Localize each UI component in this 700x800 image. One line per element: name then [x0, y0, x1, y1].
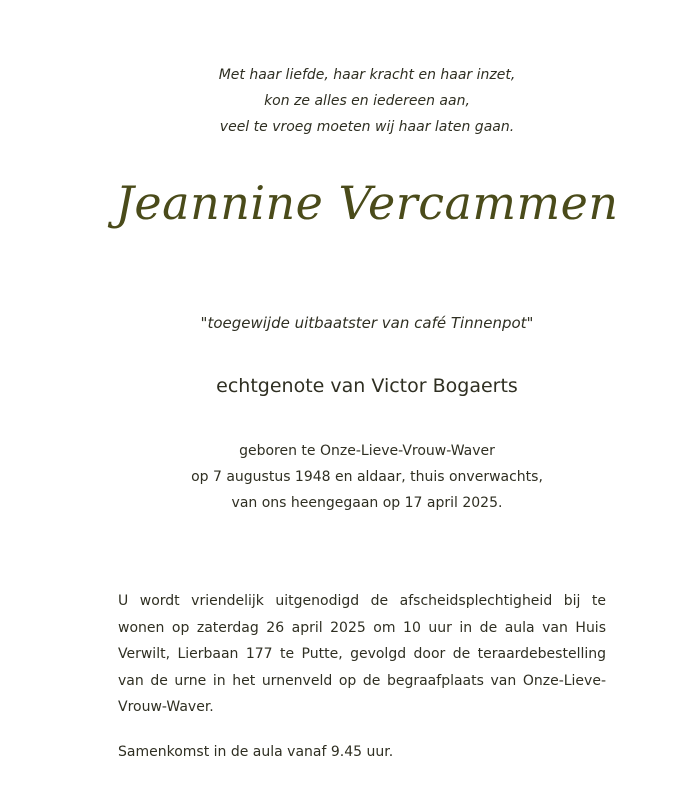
ceremony-invitation: U wordt vriendelijk uitgenodigd de afscheidsplechtigheid bij te wonen op zaterdag 26 april 2025 om 10 uur in de aula van Huis Verwilt, Lierbaan 177 te Putte, gevolgd door de teraardebestelling van de urne in het urnenveld op de begraafplaats van Onze-Lieve-Vrouw-Waver.: [118, 593, 606, 715]
poem-line: kon ze alles en iedereen aan,: [264, 93, 470, 109]
poem: [0, 62, 700, 140]
spouse-line: echtgenote van Victor Bogaerts: [216, 375, 518, 397]
deceased-name: Jeannine Vercammen: [115, 176, 619, 230]
passing-line: van ons heengegaan op 17 april 2025.: [231, 495, 503, 511]
birth-line: geboren te Onze-Lieve-Vrouw-Waver: [239, 443, 495, 459]
tagline: "toegewijde uitbaatster van café Tinnenpot": [200, 314, 534, 332]
gathering-info: Samenkomst in de aula vanaf 9.45 uur.: [118, 744, 394, 760]
poem-line: veel te vroeg moeten wij haar laten gaan.: [219, 119, 515, 135]
dates-line: op 7 augustus 1948 en aldaar, thuis onverwachts,: [191, 469, 543, 485]
birth-death-info: [0, 438, 700, 516]
poem-line: Met haar liefde, haar kracht en haar inzet,: [218, 67, 516, 83]
